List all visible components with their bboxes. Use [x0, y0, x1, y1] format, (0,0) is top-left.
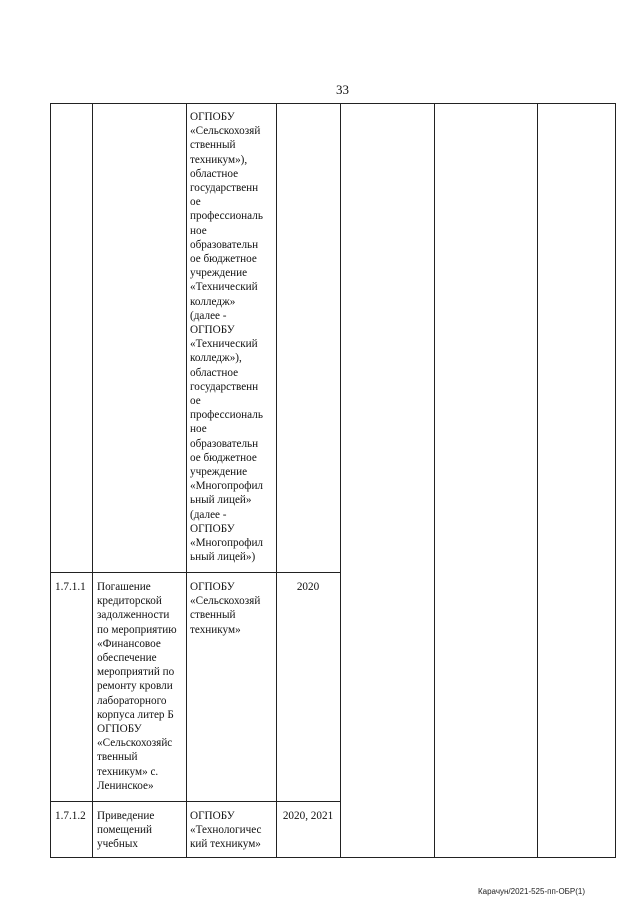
row-divider [50, 801, 340, 802]
table-top-border [50, 103, 616, 104]
row-1-number: 1.7.1.1 [55, 581, 86, 593]
row-2-years: 2020, 2021 [282, 810, 334, 822]
row-0-organization: ОГПОБУ «Сельскохозяй ственный техникум»), областное государственн ое профессиональ ное образовательн ое бюджетное учреждение «Технический колледж» (далее - ОГПОБУ «Технический колледж»), областное государственн ое профессиональ ное образовательн ое бюджетное учреждение «Многопрофил ьный лицей» (далее - ОГПОБУ «Многопрофил ьный лицей») [190, 111, 264, 564]
row-1-years: 2020 [296, 581, 320, 593]
row-1-organization: ОГПОБУ «Сельскохозяй ственный техникум» [190, 581, 261, 636]
column-border [434, 103, 435, 858]
row-2-number: 1.7.1.2 [55, 810, 86, 822]
column-border [340, 103, 341, 858]
column-border [276, 103, 277, 858]
table-bottom-border [50, 857, 616, 858]
page-number: 33 [336, 82, 349, 97]
column-border [537, 103, 538, 858]
document-footer-code: Карачун/2021-525-пп-ОБР(1) [478, 887, 586, 896]
column-border [186, 103, 187, 858]
row-divider [50, 572, 340, 573]
row-2-organization: ОГПОБУ «Технологичес кий техникум» [190, 810, 262, 851]
row-1-description: Погашение кредиторской задолженности по мероприятию «Финансовое обеспечение мероприятий по ремонту кровли лабораторного корпуса литер Б ОГПОБУ «Сельскохозяйс твенный техникум» с. Ленинское» [97, 581, 177, 792]
column-border [50, 103, 51, 858]
column-border [92, 103, 93, 858]
row-2-description: Приведение помещений учебных [97, 810, 155, 851]
column-border [615, 103, 616, 858]
